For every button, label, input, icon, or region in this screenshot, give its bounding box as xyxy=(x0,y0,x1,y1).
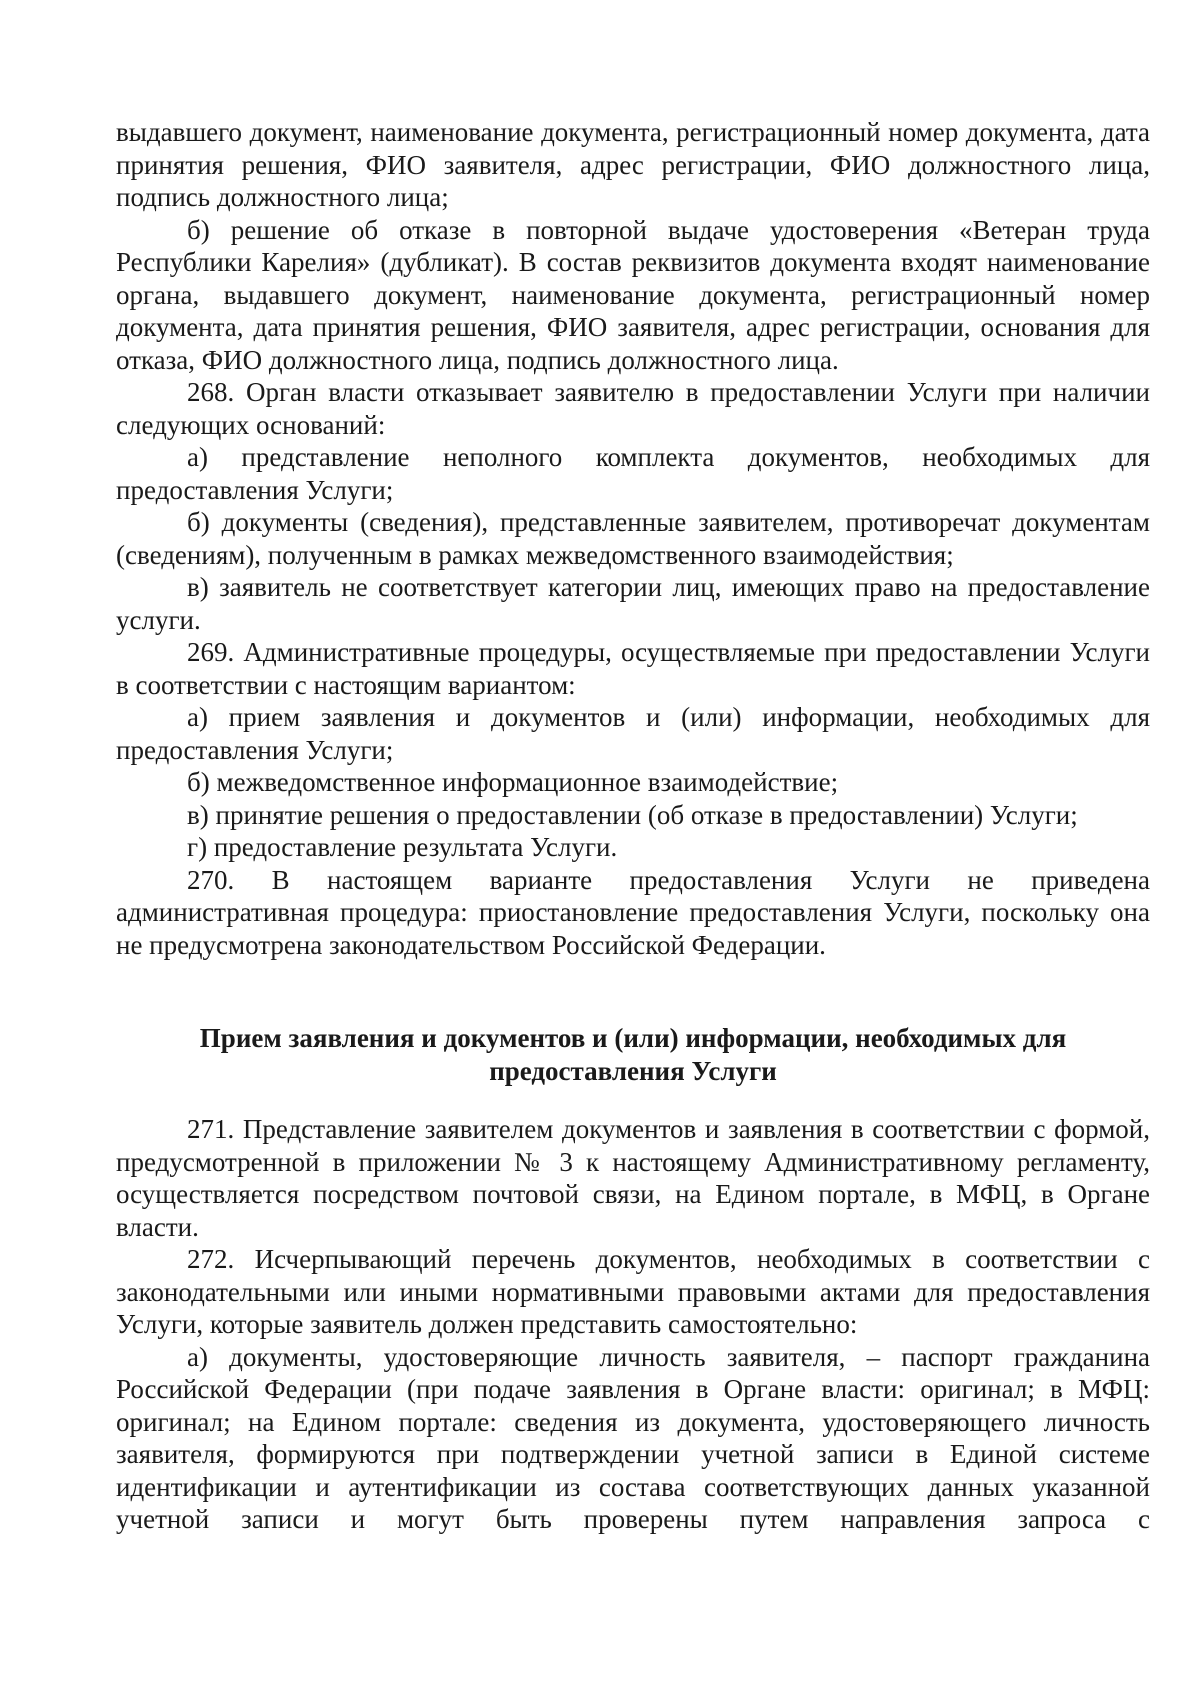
section-heading: Прием заявления и документов и (или) информации, необходимых для предоставления Услуги xyxy=(199,1023,1067,1086)
paragraph-269-item-v: в) принятие решения о предоставлении (об отказе в предоставлении) Услуги; xyxy=(187,799,1078,830)
paragraph-268-item-a: а) представление неполного комплекта документов, необходимых для предоставления Услуги; xyxy=(116,442,1150,505)
paragraph-270: 270. В настоящем варианте предоставления Услуги не приведена административная процедура: приостановление предоставления Услуги, поскольку она не предусмотрена законодательством Российской Федерации. xyxy=(116,864,1150,960)
paragraph-268-item-b: б) документы (сведения), представленные заявителем, противоречат документам (сведениям), полученным в рамках межведомственного взаимодействия; xyxy=(116,507,1150,570)
paragraph-271: 271. Представление заявителем документов и заявления в соответствии с формой, предусмотренной в приложении № 3 к настоящему Административному регламенту, осуществляется посредством почтовой связи, на Едином портале, в МФЦ, в Органе власти. xyxy=(116,1114,1150,1242)
paragraph-272: 272. Исчерпывающий перечень документов, необходимых в соответствии с законодательными или иными нормативными правовыми актами для предоставления Услуги, которые заявитель должен представить самостоятельно: xyxy=(116,1244,1150,1339)
paragraph-269-item-a: а) прием заявления и документов и (или) информации, необходимых для предоставления Услуги; xyxy=(116,702,1150,765)
paragraph-272-item-a: а) документы, удостоверяющие личность заявителя, – паспорт гражданина Российской Федерации (при подаче заявления в Органе власти: оригинал; в МФЦ: оригинал; на Едином портале: сведения из документа, удостоверяющего личность заявителя, формируются при подтверждении учетной записи в Единой системе идентификации и аутентификации из состава соответствующих данных указанной учетной записи и могут быть проверены путем направления запроса с xyxy=(116,1341,1150,1534)
document-page xyxy=(116,116,1150,1536)
paragraph-268: 268. Орган власти отказывает заявителю в предоставлении Услуги при наличии следующих оснований: xyxy=(116,377,1150,440)
paragraph-268-item-v: в) заявитель не соответствует категории лиц, имеющих право на предоставление услуги. xyxy=(116,572,1150,635)
paragraph-continuation: выдавшего документ, наименование документа, регистрационный номер документа, дата принятия решения, ФИО заявителя, адрес регистрации, ФИО должностного лица, подпись должностного лица; xyxy=(116,117,1150,212)
paragraph-269: 269. Административные процедуры, осуществляемые при предоставлении Услуги в соответствии с настоящим вариантом: xyxy=(116,637,1150,700)
paragraph-269-item-g: г) предоставление результата Услуги. xyxy=(187,832,618,862)
paragraph-item-b-refusal-decision: б) решение об отказе в повторной выдаче удостоверения «Ветеран труда Республики Карелия» (дубликат). В состав реквизитов документа входят наименование органа, выдавшего документ, наименование документа, регистрационный номер документа, дата принятия решения, ФИО заявителя, адрес регистрации, основания для отказа, ФИО должностного лица, подпись должностного лица. xyxy=(116,214,1150,375)
paragraph-269-item-b: б) межведомственное информационное взаимодействие; xyxy=(187,767,839,797)
